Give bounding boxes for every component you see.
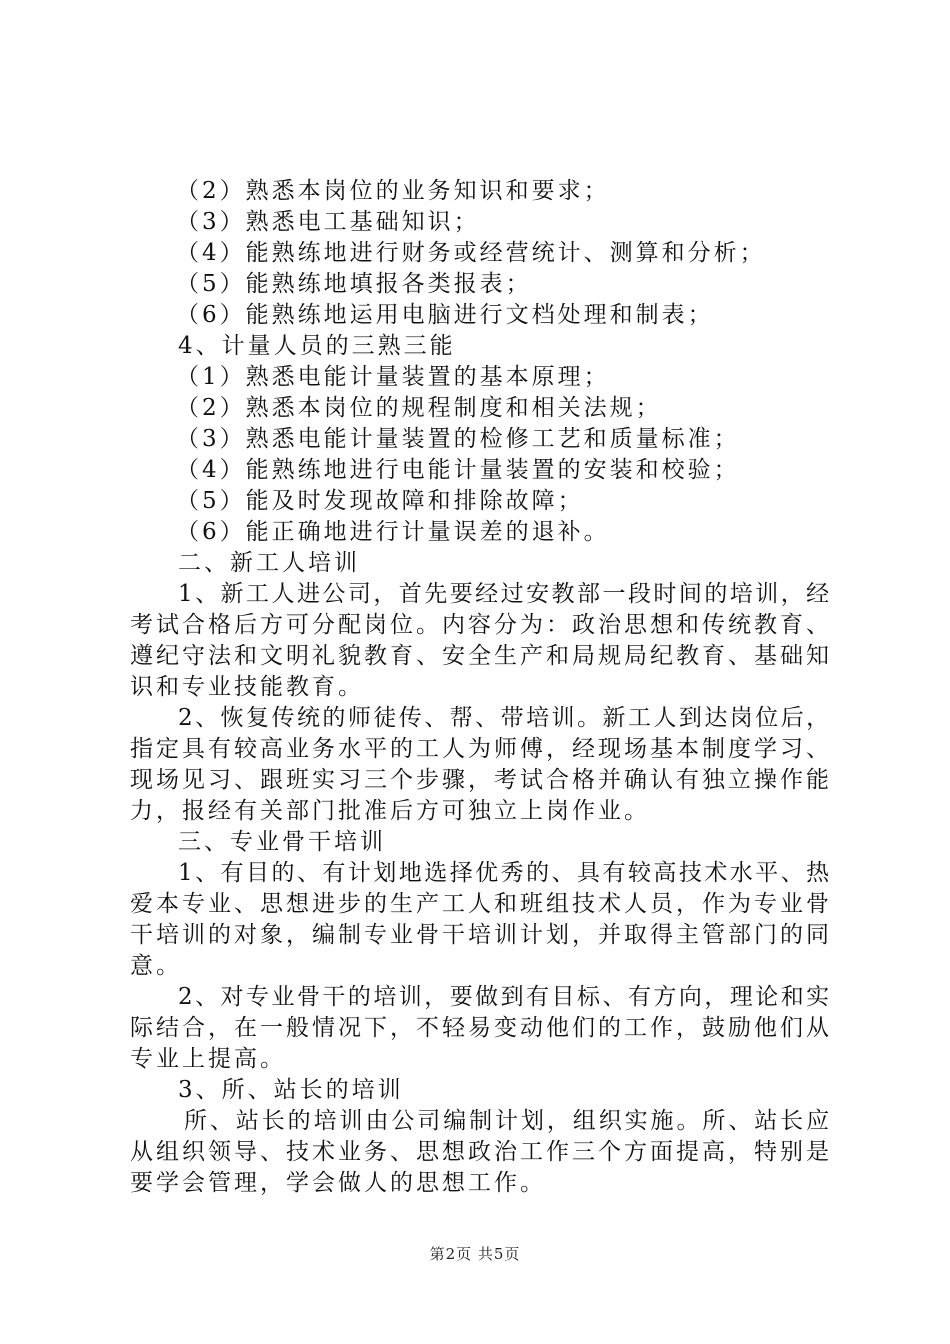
paragraph-line: 1、有目的、有计划地选择优秀的、具有较高技术水平、热: [178, 860, 832, 886]
text-line: （5）能熟练地填报各类报表；: [176, 271, 532, 297]
paragraph-line: 1、新工人进公司，首先要经过安教部一段时间的培训，经: [178, 581, 832, 607]
paragraph-line: 现场见习、跟班实习三个步骤，考试合格并确认有独立操作能: [130, 767, 832, 793]
text-line: （2）熟悉本岗位的业务知识和要求；: [176, 178, 610, 204]
paragraph-line: 力，报经有关部门批准后方可独立上岗作业。: [130, 798, 650, 824]
section-heading: 3、所、站长的培训: [178, 1077, 404, 1103]
text-line: （3）熟悉电能计量装置的检修工艺和质量标准；: [176, 426, 740, 452]
section-heading: 二、新工人培训: [178, 550, 360, 576]
paragraph-line: 2、恢复传统的师徒传、帮、带培训。新工人到达岗位后，: [178, 705, 832, 731]
section-heading: 三、专业骨干培训: [178, 829, 386, 855]
text-line: （3）熟悉电工基础知识；: [176, 209, 480, 235]
text-line: （6）能正确地进行计量误差的退补。: [176, 519, 610, 545]
paragraph-line: 识和专业技能教育。: [130, 674, 364, 700]
paragraph-line: 干培训的对象，编制专业骨干培训计划，并取得主管部门的同: [130, 922, 832, 948]
page-number: 第2页 共5页: [429, 1245, 521, 1263]
text-line: （5）能及时发现故障和排除故障；: [176, 488, 584, 514]
paragraph-line: 遵纪守法和文明礼貌教育、安全生产和局规局纪教育、基础知: [130, 643, 832, 669]
paragraph-line: 所、站长的培训由公司编制计划，组织实施。所、站长应: [184, 1108, 832, 1134]
paragraph-line: 考试合格后方可分配岗位。内容分为：政治思想和传统教育、: [130, 612, 832, 638]
paragraph-line: 2、对专业骨干的培训，要做到有目标、有方向，理论和实: [178, 984, 832, 1010]
text-line: （2）熟悉本岗位的规程制度和相关法规；: [176, 395, 662, 421]
text-line: （4）能熟练地进行财务或经营统计、测算和分析；: [176, 240, 766, 266]
paragraph-line: 指定具有较高业务水平的工人为师傅，经现场基本制度学习、: [130, 736, 832, 762]
paragraph-line: 专业上提高。: [130, 1046, 286, 1072]
paragraph-line: 际结合，在一般情况下，不轻易变动他们的工作，鼓励他们从: [130, 1015, 832, 1041]
paragraph-line: 爱本专业、思想进步的生产工人和班组技术人员，作为专业骨: [130, 891, 832, 917]
text-line: （4）能熟练地进行电能计量装置的安装和校验；: [176, 457, 740, 483]
paragraph-line: 意。: [130, 953, 182, 979]
section-heading: 4、计量人员的三熟三能: [178, 333, 456, 359]
text-line: （6）能熟练地运用电脑进行文档处理和制表；: [176, 302, 714, 328]
paragraph-line: 要学会管理，学会做人的思想工作。: [130, 1170, 546, 1196]
text-line: （1）熟悉电能计量装置的基本原理；: [176, 364, 610, 390]
paragraph-line: 从组织领导、技术业务、思想政治工作三个方面提高，特别是: [130, 1139, 832, 1165]
